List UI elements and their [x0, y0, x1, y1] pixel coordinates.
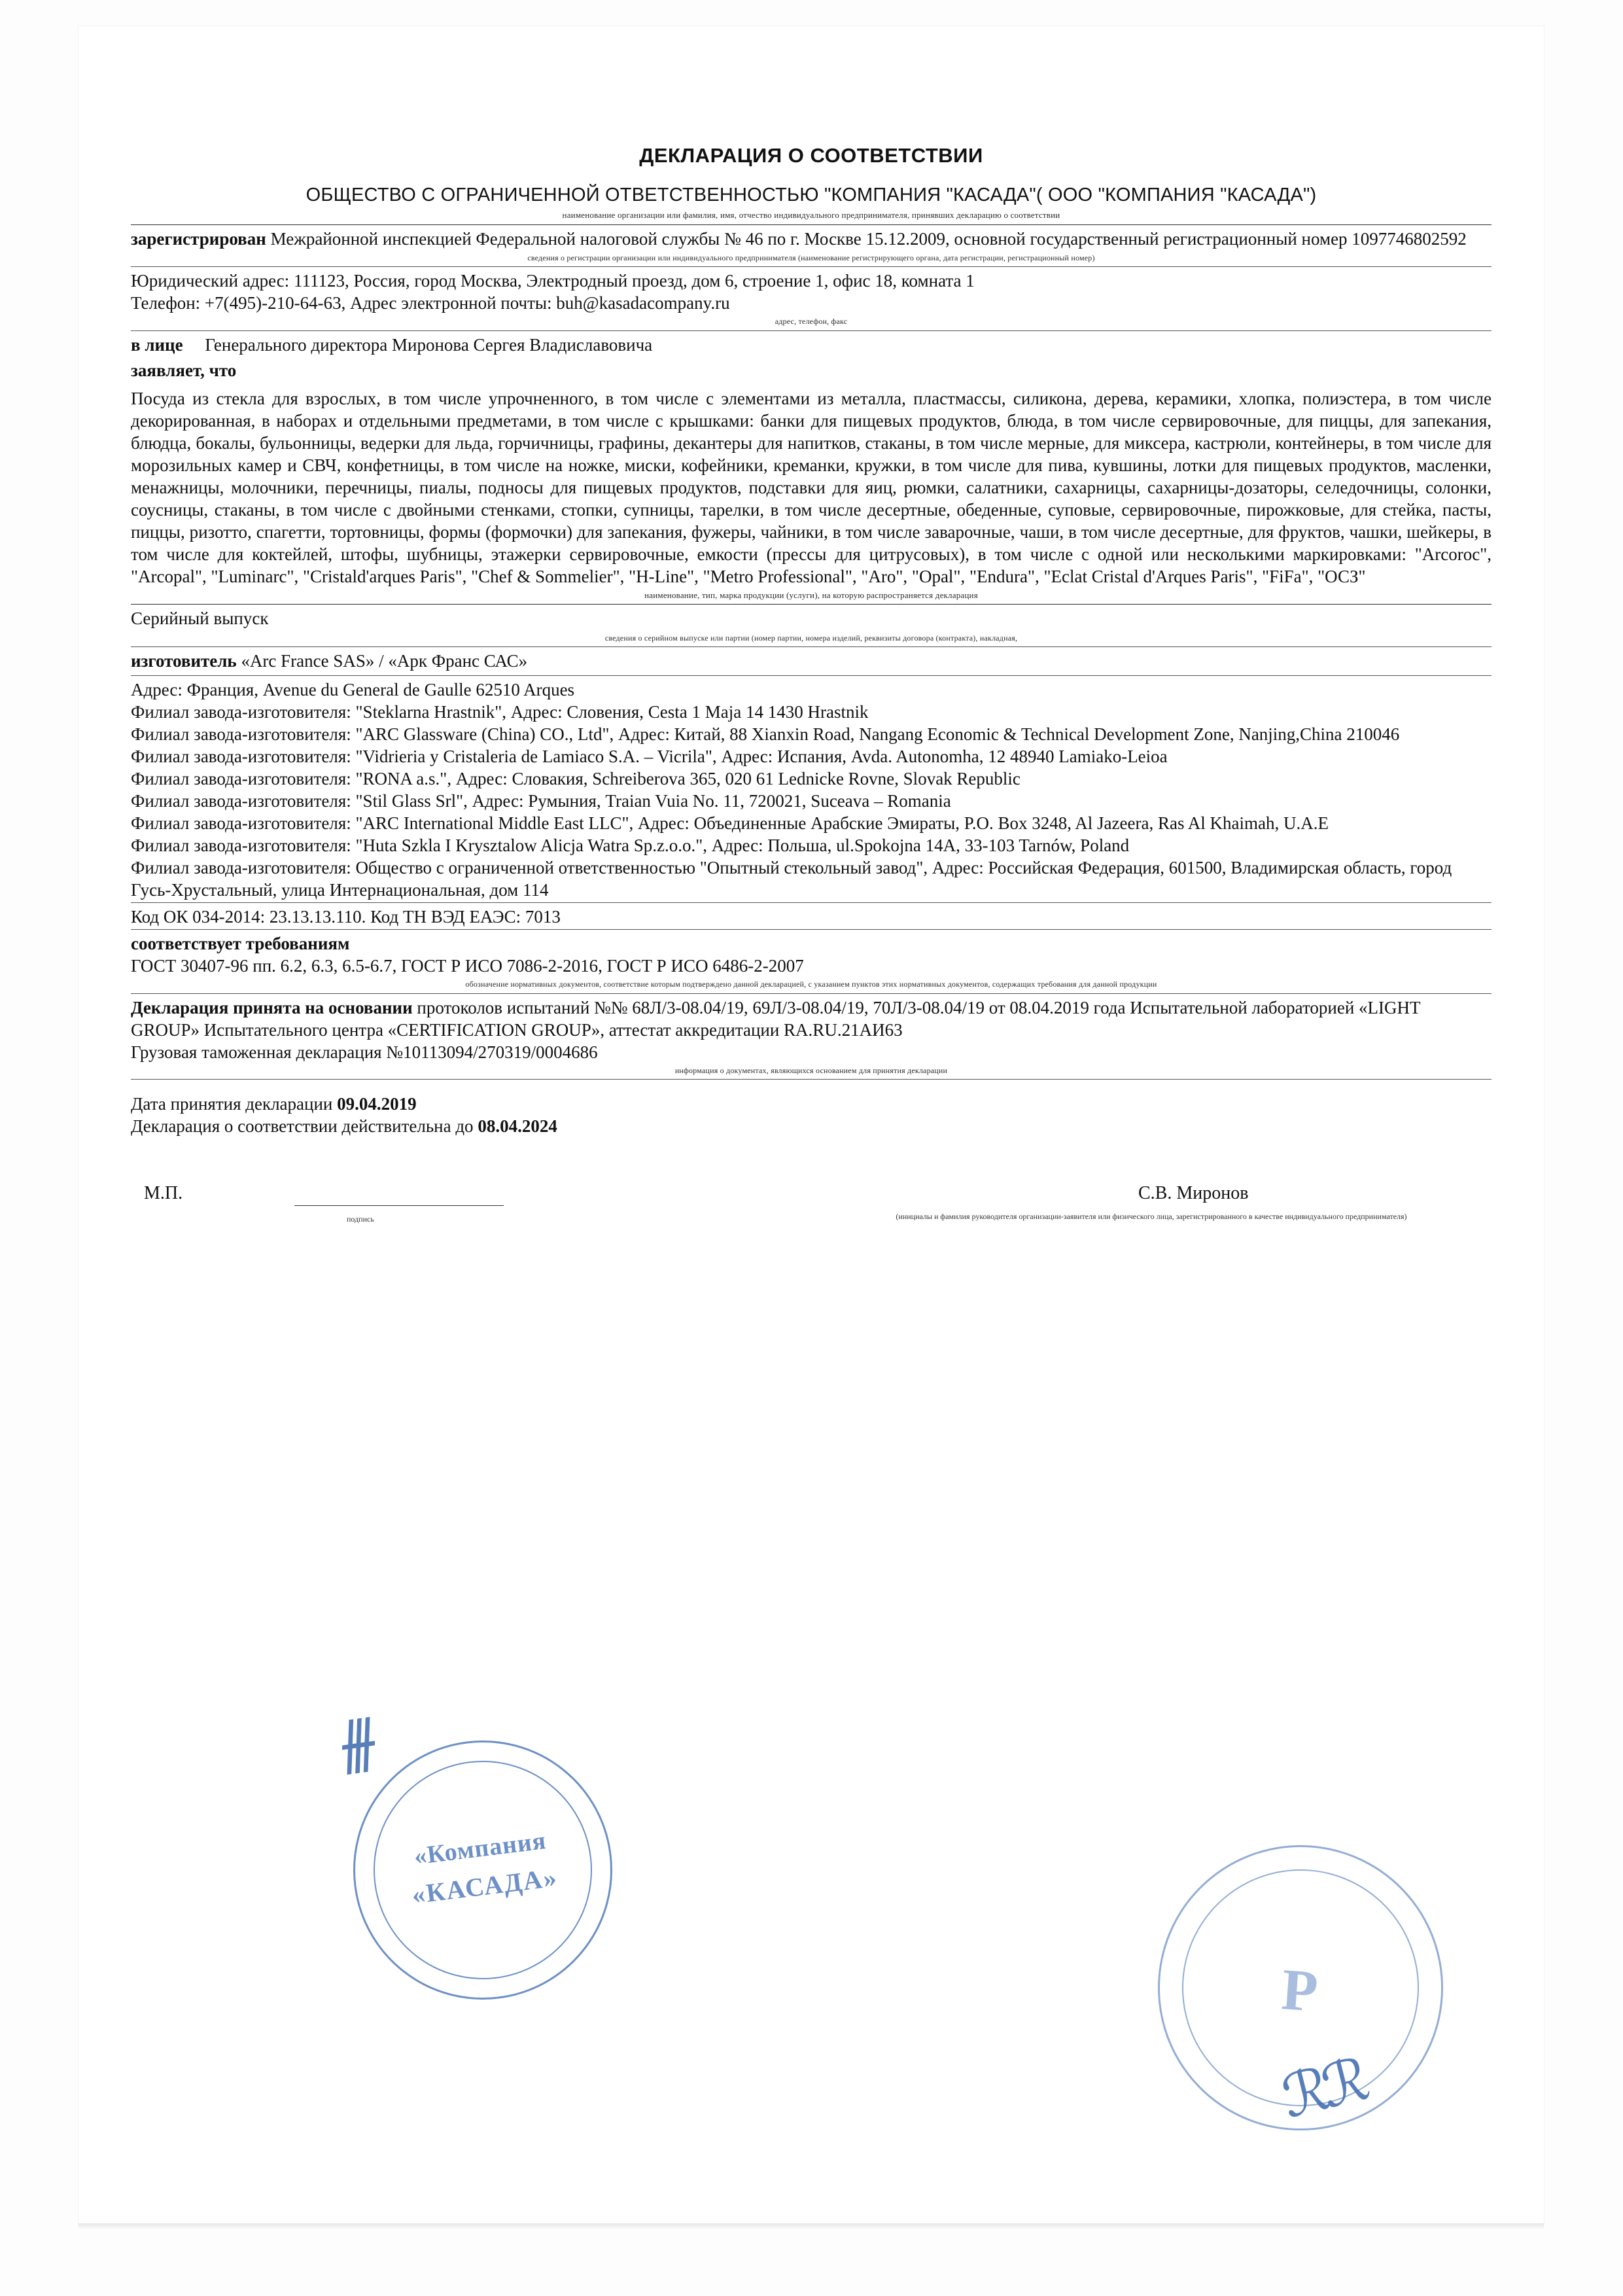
manufacturer-name: «Arc France SAS» / «Арк Франс САС»	[241, 650, 528, 671]
company-seal-line-1: «Компания	[412, 1827, 548, 1871]
product-caption: наименование, тип, марка продукции (услуги), на которую распространяется декларация	[644, 590, 978, 600]
divider-4	[131, 604, 1492, 605]
contacts: Телефон: +7(495)-210-64-63, Адрес электронной почты: buh@kasadacompany.ru	[131, 293, 730, 313]
address-caption: адрес, телефон, факс	[775, 317, 848, 327]
handwritten-signature: ⟊⟊⟊	[338, 1700, 367, 1792]
signer-caption: (инициалы и фамилия руководителя организации-заявителя или физического лица, зарегистрированного в качестве индивидуального предпринимателя)	[896, 1212, 1407, 1222]
standards-list: ГОСТ 30407-96 пп. 6.2, 6.3, 6.5-6.7, ГОСТ Р ИСО 7086-2-2016, ГОСТ Р ИСО 6486-2-2007	[131, 956, 804, 976]
signer-name: С.В. Миронов	[1138, 1183, 1249, 1204]
acceptance-date-label: Дата принятия декларации	[131, 1094, 333, 1114]
seal-marker: М.П.	[144, 1183, 183, 1204]
manufacturer-address-1: Филиал завода-изготовителя: "Steklarna Hrastnik", Адрес: Словения, Cesta 1 Maja 14 1430 Hrastnik	[131, 702, 869, 722]
manufacturer-address-3: Филиал завода-изготовителя: "Vidrieria y Cristaleria de Lamiaco S.A. – Vicrila", Адрес: Испания, Avda. Autonomha, 12 48940 Lamiako-Leioa	[131, 747, 1168, 767]
page-title: ДЕКЛАРАЦИЯ О СООТВЕТСТВИИ	[639, 144, 983, 167]
serial-text: Серийный выпуск	[131, 609, 269, 629]
registration-text: Межрайонной инспекцией Федеральной налоговой службы № 46 по г. Москве 15.12.2009, основной государственный регистрационный номер 1097746802592	[270, 228, 1467, 249]
divider-2	[131, 266, 1492, 267]
acceptance-date-value: 09.04.2019	[337, 1094, 417, 1114]
document-content	[131, 144, 1492, 1242]
accreditation-seal-mark: P	[1279, 1957, 1321, 2024]
product-description: Посуда из стекла для взрослых, в том числе упрочненного, в том числе с элементами из металла, пластмассы, силикона, дерева, керамики, хлопка, полиэстера, в том числе декорированная, в наборах и отдельными предметами, в том числе с крышками: банки для пищевых продуктов, блюда, в том числе сервировочные, для пиццы, для запекания, блюдца, бокалы, бульонницы, ведерки для льда, горчичницы, графины, декантеры для напитков, стаканы, в том числе мерные, для миксера, кастрюли, контейнеры, в том числе для морозильных камер и СВЧ, конфетницы, в том числе на ножке, миски, кофейники, креманки, кружки, в том числе для пива, кувшины, лотки для пищевых продуктов, масленки, менажницы, молочники, перечницы, пиалы, подносы для пищевых продуктов, подставки для яиц, рюмки, салатники, сахарницы, сахарницы-дозаторы, селедочницы, солонки, соусницы, стаканы, в том числе с двойными стенками, стопки, супницы, тарелки, в том числе десертные, обеденные, суповые, сервировочные, пирожковые, для стейка, пасты, пиццы, ризотто, спагетти, тортовницы, формы (формочки) для запекания, фужеры, чайники, в том числе заварочные, чаши, в том числе десертные, для фруктов, чашки, шейкеры, в том числе для коктейлей, штофы, шубницы, этажерки сервировочные, емкости (прессы для цитрусовых), в том числе с одной или несколькими маркировками: "Arcoroc", "Arcopal", "Luminarc", "Cristald'arques Paris", "Chef & Sommelier", "H-Line", "Metro Professional", "Aro", "Opal", "Endura", "Eclat Cristal d'Arques Paris", "FiFa", "ОСЗ"	[131, 388, 1492, 586]
product-codes: Код ОК 034-2014: 23.13.13.110. Код ТН ВЭД ЕАЭС: 7013	[131, 907, 561, 927]
manufacturer-address-0: Адрес: Франция, Avenue du General de Gaulle 62510 Arques	[131, 680, 575, 699]
manufacturer-address-4: Филиал завода-изготовителя: "RONA a.s.", Адрес: Словакия, Schreiberova 365, 020 61 Lednicke Rovne, Slovak Republic	[131, 769, 1021, 789]
registration-label: зарегистрирован	[131, 228, 266, 249]
signature-caption: подпись	[347, 1214, 374, 1224]
basis-block	[131, 997, 1492, 1041]
manufacturer-address-5: Филиал завода-изготовителя: "Stil Glass Srl", Адрес: Румыния, Traian Vuia No. 11, 720021, Suceava – Romania	[131, 791, 951, 811]
acceptance-date-row	[131, 1093, 1492, 1115]
representative-block	[131, 334, 1492, 357]
handwritten-initials: ℛℛ	[1276, 2048, 1370, 2131]
manufacturer-address-7: Филиал завода-изготовителя: "Huta Szkla I Krysztalow Alicja Watra Sp.z.o.o.", Адрес: Польша, ul.Spokojna 14A, 33-103 Tarnów, Poland	[131, 836, 1130, 856]
manufacturer-address-8: Филиал завода-изготовителя: Общество с ограниченной ответственностью "Опытный стекольный завод", Адрес: Российская Федерация, 601500, Владимирская область, город Гусь-Хрустальный, улица Интернациональная, дом 114	[131, 858, 1452, 900]
basis-text: протоколов испытаний №№ 68Л/3-08.04/19, 69Л/3-08.04/19, 70Л/3-08.04/19 от 08.04.2019 года Испытательной лабораторией «LIGHT GROUP» Испытательного центра «CERTIFICATION GROUP», аттестат аккредитации RA.RU.21АИ63	[131, 997, 1421, 1040]
validity-date-value: 08.04.2024	[478, 1116, 557, 1137]
declares-label: заявляет, что	[131, 360, 237, 380]
organization-name: ОБЩЕСТВО С ОГРАНИЧЕННОЙ ОТВЕТСТВЕННОСТЬЮ "КОМПАНИЯ "КАСАДА"( ООО "КОМПАНИЯ "КАСАДА")	[305, 185, 1317, 205]
customs-declaration: Грузовая таможенная декларация №10113094/270319/0004686	[131, 1042, 598, 1062]
company-seal-line-2: «КАСАДА»	[410, 1862, 559, 1910]
serial-caption: сведения о серийном выпуске или партии (номер партии, номера изделий, реквизиты договора (контракта), накладная,	[604, 633, 1018, 643]
organization-caption: наименование организации или фамилия, имя, отчество индивидуального предпринимателя, принявших декларацию о соответствии	[562, 210, 1060, 220]
divider-6	[131, 675, 1492, 676]
signature-line	[294, 1205, 504, 1206]
divider-3	[131, 330, 1492, 331]
divider-1	[131, 224, 1492, 225]
validity-date-label: Декларация о соответствии действительна до	[131, 1116, 474, 1137]
representative-label: в лице	[131, 334, 183, 355]
conformity-label: соответствует требованиям	[131, 934, 350, 954]
validity-date-row	[131, 1115, 1492, 1137]
divider-9	[131, 993, 1492, 994]
page-bottom-edge	[79, 2223, 1544, 2230]
divider-10	[131, 1079, 1492, 1080]
signature-area	[131, 1163, 1492, 1242]
registration-block	[131, 228, 1492, 251]
divider-8	[131, 929, 1492, 930]
standards-caption: обозначение нормативных документов, соответствие которым подтверждено данной декларацией, с указанием пунктов этих нормативных документов, содержащих требования для данной продукции	[465, 980, 1157, 989]
manufacturer-address-6: Филиал завода-изготовителя: "ARC International Middle East LLC", Адрес: Объединенные Арабские Эмираты, P.O. Box 3248, Al Jazeera, Ras Al Khaimah, U.A.E	[131, 813, 1329, 834]
representative-name: Генерального директора Миронова Сергея Владиславовича	[205, 334, 653, 355]
registration-caption: сведения о регистрации организации или индивидуального предпринимателя (наименование регистрирующего органа, дата регистрации, регистрационный номер)	[527, 253, 1095, 262]
manufacturer-label: изготовитель	[131, 650, 237, 671]
divider-7	[131, 902, 1492, 903]
manufacturer-block	[131, 650, 1492, 673]
basis-caption: информация о документах, являющихся основанием для принятия декларации	[674, 1065, 948, 1075]
basis-label: Декларация принята на основании	[131, 997, 413, 1017]
manufacturer-address-2: Филиал завода-изготовителя: "ARC Glassware (China) CO., Ltd", Адрес: Китай, 88 Xianxin Road, Nangang Economic & Technical Development Zone, Nanjing,China 210046	[131, 724, 1400, 745]
divider-5	[131, 646, 1492, 647]
legal-address: Юридический адрес: 111123, Россия, город Москва, Электродный проезд, дом 6, строение 1, офис 18, комната 1	[131, 271, 975, 291]
